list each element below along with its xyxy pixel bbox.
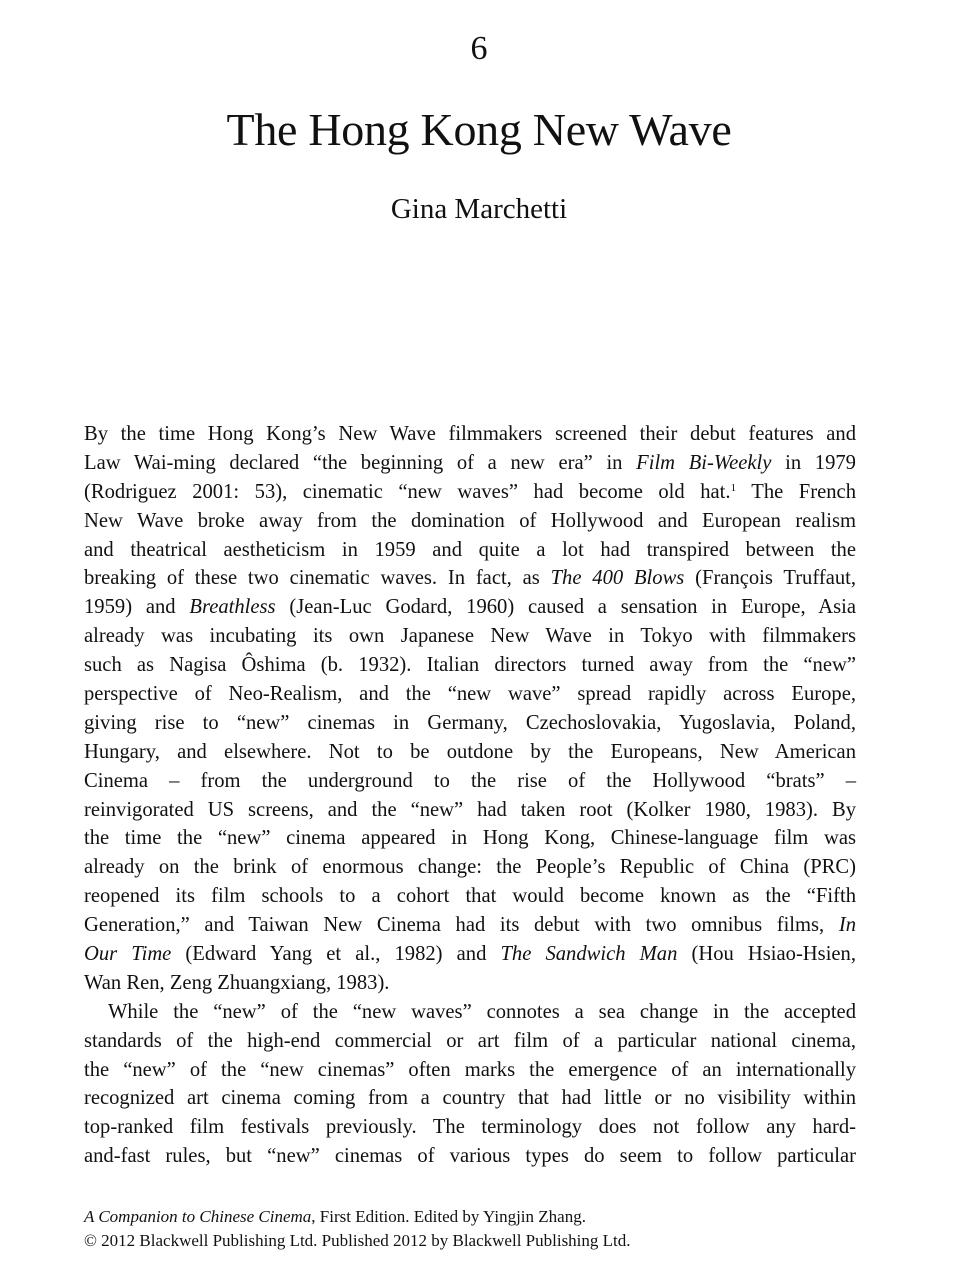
text-run: and-fast rules, but “new” cinemas of various types do seem to follow particular (84, 1145, 856, 1168)
body-line (84, 998, 856, 1027)
body-line (84, 796, 856, 825)
text-run: By the time Hong Kong’s New Wave filmmakers screened their debut features and (84, 423, 856, 445)
footer-copyright: © 2012 Blackwell Publishing Ltd. Published 2012 by Blackwell Publishing Ltd. (84, 1231, 631, 1250)
text-run: breaking of these two cinematic waves. In fact, as (84, 567, 551, 590)
text-run: in 1979 (771, 451, 856, 474)
body-line (84, 1027, 856, 1056)
text-run: (Edward Yang et al., 1982) and (171, 943, 501, 966)
text-run: Cinema – from the underground to the rise of the Hollywood “brats” – (84, 769, 856, 792)
italic-title: Breathless (189, 596, 276, 619)
body-line (84, 882, 856, 911)
body-line (84, 911, 856, 940)
text-run: Law Wai-ming declared “the beginning of a new era” in (84, 451, 637, 474)
chapter-title: The Hong Kong New Wave (226, 104, 732, 155)
chapter-author: Gina Marchetti (390, 193, 568, 225)
body-line (84, 420, 856, 449)
body-line (84, 1113, 856, 1142)
body-line (84, 680, 856, 709)
footer-edition-text: , First Edition. Edited by Yingjin Zhang. (311, 1207, 586, 1226)
italic-title: The 400 Blows (550, 567, 685, 590)
text-run: already on the brink of enormous change: the People’s Republic of China (PRC) (84, 856, 856, 879)
text-run: New Wave broke away from the domination of Hollywood and European realism (84, 509, 856, 532)
body-line (84, 1142, 856, 1171)
body-line (84, 767, 856, 796)
text-run: recognized art cinema coming from a country that had little or no visibility within (84, 1087, 856, 1110)
footnote-marker: 1 (730, 481, 737, 494)
body-line (84, 622, 856, 651)
text-run: such as Nagisa Ôshima (b. 1932). Italian directors turned away from the “new” (84, 654, 856, 677)
italic-title: Our Time (84, 943, 172, 966)
body-line (84, 824, 856, 853)
text-run: reinvigorated US screens, and the “new” had taken root (Kolker 1980, 1983). By (84, 798, 856, 821)
footer-book-title: A Companion to Chinese Cinema (84, 1207, 312, 1226)
text-run: Wan Ren, Zeng Zhuangxiang, 1983). (84, 971, 390, 994)
body-line (84, 507, 856, 536)
body-line (84, 853, 856, 882)
text-run: (Rodriguez 2001: 53), cinematic “new waves” had become old hat. (84, 480, 731, 503)
italic-title: Film Bi-Weekly (636, 451, 772, 474)
body-line (84, 593, 856, 622)
footer-edition-line (84, 1205, 631, 1229)
body-line (84, 564, 856, 593)
text-run: perspective of Neo-Realism, and the “new wave” spread rapidly across Europe, (84, 683, 856, 706)
text-run: (François Truffaut, (684, 567, 856, 590)
body-line (84, 940, 856, 969)
text-run: (Jean-Luc Godard, 1960) caused a sensation in Europe, Asia (275, 596, 856, 619)
body-line (84, 536, 856, 565)
text-run: The French (736, 480, 856, 503)
text-run: While the “new” of the “new waves” connotes a sea change in the accepted (108, 1000, 856, 1023)
footer-citation (84, 1205, 631, 1253)
text-run: giving rise to “new” cinemas in Germany, Czechoslovakia, Yugoslavia, Poland, (84, 711, 856, 734)
text-run: the time the “new” cinema appeared in Hong Kong, Chinese-language film was (84, 827, 856, 850)
text-run: and theatrical aestheticism in 1959 and quite a lot had transpired between the (84, 538, 856, 561)
text-run: Generation,” and Taiwan New Cinema had its debut with two omnibus films, (84, 914, 839, 937)
italic-title: In (838, 914, 856, 937)
text-run: Hungary, and elsewhere. Not to be outdone by the Europeans, New American (84, 740, 856, 763)
body-line (84, 449, 856, 478)
text-run: top-ranked film festivals previously. The terminology does not follow any hard- (84, 1116, 856, 1139)
text-run: standards of the high-end commercial or art film of a particular national cinema, (84, 1029, 856, 1052)
chapter-number: 6 (470, 30, 488, 67)
body-line (84, 738, 856, 767)
body-line (84, 1056, 856, 1085)
body-line (84, 651, 856, 680)
body-line (84, 709, 856, 738)
italic-title: The Sandwich Man (500, 943, 678, 966)
body-line (84, 1084, 856, 1113)
text-run: the “new” of the “new cinemas” often marks the emergence of an internationally (84, 1058, 856, 1081)
text-run: already was incubating its own Japanese New Wave in Tokyo with filmmakers (84, 625, 856, 648)
text-run: 1959) and (84, 596, 190, 619)
body-line (84, 969, 856, 998)
text-run: (Hou Hsiao-Hsien, (677, 943, 856, 966)
body-line (84, 478, 856, 507)
body-text (84, 420, 856, 1171)
text-run: reopened its film schools to a cohort that would become known as the “Fifth (84, 885, 856, 908)
